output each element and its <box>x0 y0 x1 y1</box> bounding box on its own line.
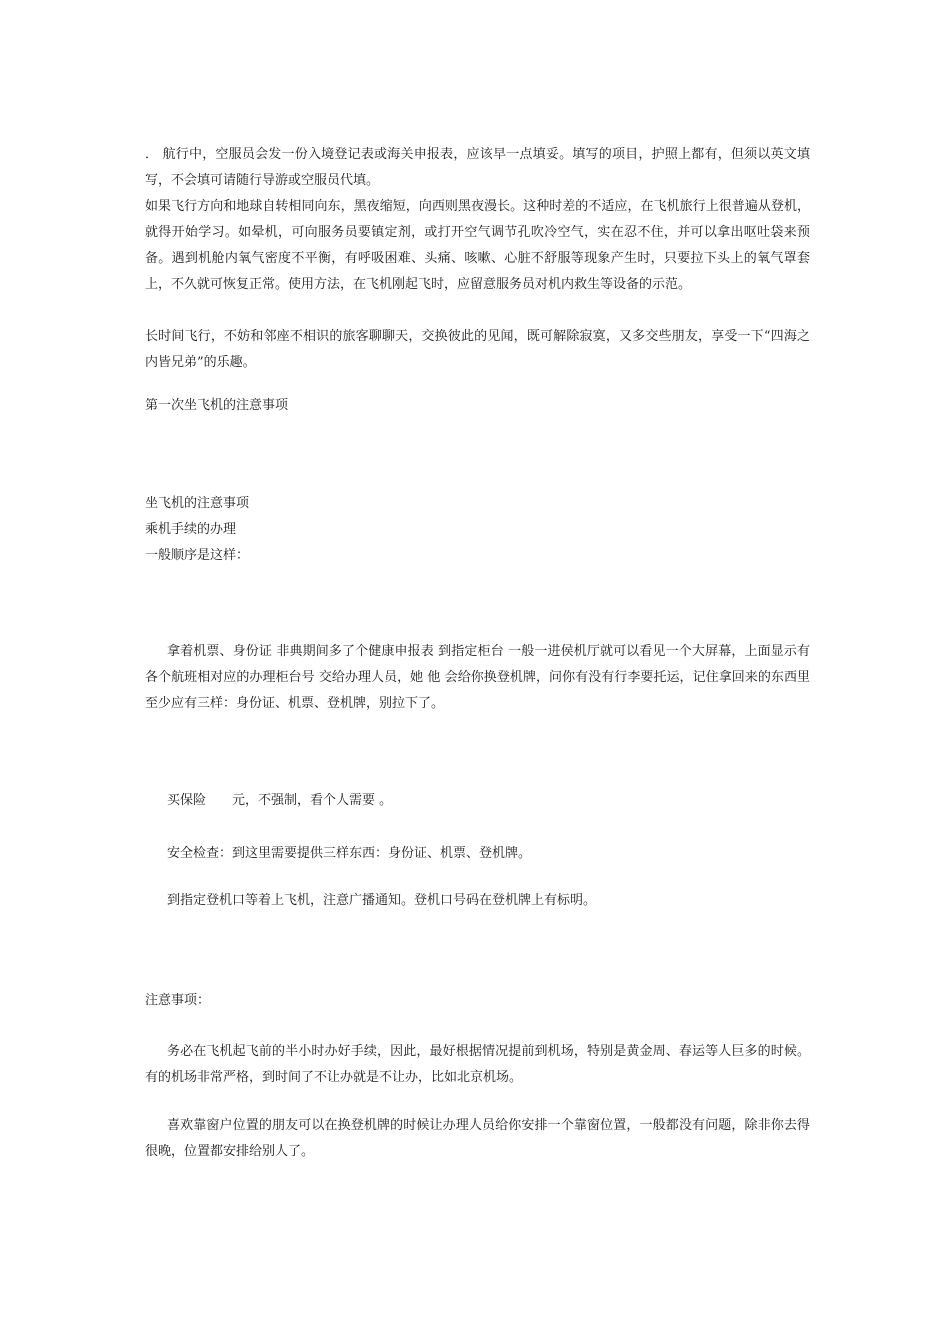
paragraph-check-in-steps: 拿着机票、身份证 非典期间多了个健康申报表 到指定柜台 一般一进侯机厅就可以看见一个大屏幕，上面显示有各个航班相对应的办理柜台号 交给办理人员，她 他 会给你换登机牌，问你有没有行李要托运，记住拿回来的东西里至少应有三样：身份证、机票、登机牌，别拉下了。 <box>145 644 810 711</box>
paragraph-security-check: 安全检查：到这里需要提供三样东西：身份证、机票、登机牌。 <box>167 846 532 861</box>
paragraph-jet-lag: 如果飞行方向和地球自转相同向东，黑夜缩短，向西则黑夜漫长。这种时差的不适应，在飞机旅行上很普遍从登机，就得开始学习。如晕机，可向服务员要镇定剂，或打开空气调节孔吹冷空气，实在忍不住，并可以拿出呕吐袋来预备。遇到机舱内氧气密度不平衡，有呼吸困难、头痛、咳嗽、心脏不舒服等现象产生时，只要拉下头上的氧气罩套上，不久就可恢复正常。使用方法，在飞机刚起飞时，应留意服务员对机内救生等设备的示范。 <box>145 199 810 292</box>
paragraph-boarding-gate: 到指定登机口等着上飞机，注意广播通知。登机口号码在登机牌上有标明。 <box>167 893 597 908</box>
subheading-group <box>145 491 810 569</box>
subheading-check-in: 乘机手续的办理 <box>145 522 237 537</box>
subheading-order: 一般顺序是这样： <box>145 548 250 563</box>
paragraph-arrive-early: 务必在飞机起飞前的半小时办好手续，因此，最好根据情况提前到机场，特别是黄金周、春运等人巨多的时候。有的机场非常严格，到时间了不让办就是不让办，比如北京机场。 <box>145 1044 810 1085</box>
section-heading-notes: 注意事项： <box>145 993 211 1008</box>
paragraph-immigration-form: ． 航行中，空服员会发一份入境登记表或海关申报表，应该早一点填妥。填写的项目，护照上都有，但须以英文填写，不会填可请随行导游或空服员代填。 <box>145 147 810 188</box>
paragraph-insurance: 买保险 元，不强制，看个人需要 。 <box>167 793 393 808</box>
paragraph-chat-neighbor: 长时间飞行，不妨和邻座不相识的旅客聊聊天，交换彼此的见闻，既可解除寂寞，又多交些朋友，享受一下“四海之内皆兄弟”的乐趣。 <box>145 329 810 370</box>
subheading-flight-notes: 坐飞机的注意事项 <box>145 496 250 511</box>
section-heading-first-flight: 第一次坐飞机的注意事项 <box>145 398 289 413</box>
paragraph-window-seat: 喜欢靠窗户位置的朋友可以在换登机牌的时候让办理人员给你安排一个靠窗位置，一般都没有问题，除非你去得很晚，位置都安排给别人了。 <box>145 1118 810 1159</box>
